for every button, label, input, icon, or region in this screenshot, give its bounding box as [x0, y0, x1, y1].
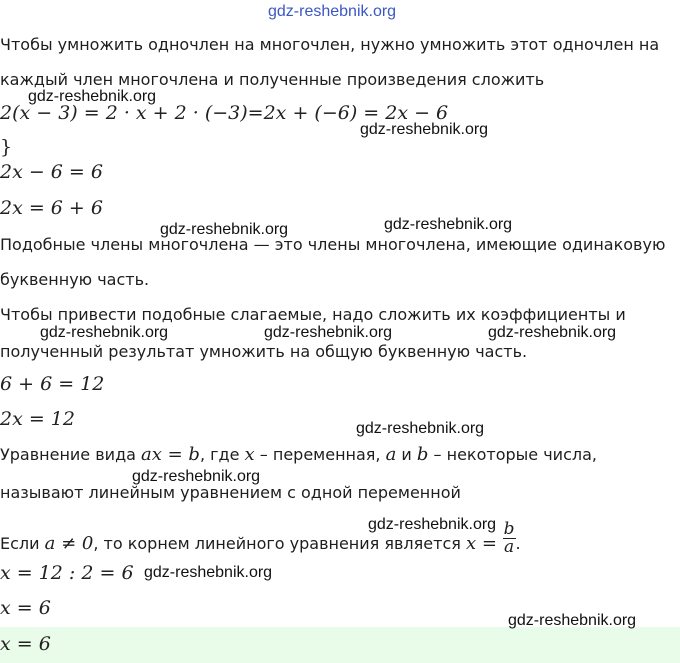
- watermark: gdz-reshebnik.org: [160, 221, 289, 238]
- b-math: b: [416, 444, 429, 465]
- combine-rule-line2: полученный результат умножить на общую буквенную часть.: [0, 342, 528, 361]
- watermark: gdz-reshebnik.org: [508, 612, 637, 629]
- watermark: gdz-reshebnik.org: [132, 468, 261, 485]
- equation-2x-6: 2x − 6 = 6: [0, 161, 103, 183]
- watermark: gdz-reshebnik.org: [264, 324, 393, 341]
- answer-x-6: x = 6: [0, 633, 51, 655]
- watermark: gdz-reshebnik.org: [40, 324, 169, 341]
- a-not-zero-math: a ≠ 0: [44, 533, 94, 554]
- answer-highlight: [0, 627, 680, 663]
- linear-def-line2: называют линейным уравнением с одной переменной: [0, 483, 461, 502]
- watermark: gdz-reshebnik.org: [384, 216, 513, 233]
- equation-expand: 2(x − 3) = 2 · x + 2 · (−3)=2x + (−6) = 2x − 6: [0, 102, 449, 124]
- watermark: gdz-reshebnik.org: [360, 121, 489, 138]
- like-terms-line1: Подобные члены многочлена — это члены многочлена, имеющие одинаковую: [0, 235, 666, 254]
- x-math: x: [244, 444, 255, 465]
- like-terms-line2: буквенную часть.: [0, 270, 150, 289]
- watermark: gdz-reshebnik.org: [356, 420, 485, 437]
- fraction-b-over-a: $\frac{b}{a}$: [503, 519, 515, 557]
- equation-x-12-div-2: x = 12 : 2 = 6: [0, 562, 134, 584]
- watermark: gdz-reshebnik.org: [144, 564, 273, 581]
- equation-2x-12: 2x = 12: [0, 408, 75, 430]
- x-equals-math: x =: [465, 533, 503, 554]
- combine-rule-line1: Чтобы привести подобные слагаемые, надо сложить их коэффициенты и: [0, 305, 626, 324]
- watermark: gdz-reshebnik.org: [368, 516, 497, 533]
- watermark: gdz-reshebnik.org: [28, 88, 157, 105]
- root-rule-line: Если a ≠ 0, то корнем линейного уравнения является x = $\frac{b}{a}$ .: [0, 519, 521, 557]
- a-math: a: [385, 444, 397, 465]
- rule-multiply-line1: Чтобы умножить одночлен на многочлен, нужно умножить этот одночлен на: [0, 35, 660, 54]
- ax-b-math: ax = b: [141, 444, 200, 465]
- watermark: gdz-reshebnik.org: [488, 324, 617, 341]
- equation-2x-6-plus-6: 2x = 6 + 6: [0, 197, 103, 219]
- equation-x-6: x = 6: [0, 597, 51, 619]
- rule-multiply-line2: каждый член многочлена и полученные произведения сложить: [0, 70, 545, 89]
- linear-def-line1: Уравнение вида ax = b, где x – переменная, a и b – некоторые числа,: [0, 444, 597, 465]
- brace-symbol: }: [0, 136, 13, 158]
- watermark-top: gdz-reshebnik.org: [268, 3, 397, 20]
- equation-6-plus-6: 6 + 6 = 12: [0, 373, 105, 395]
